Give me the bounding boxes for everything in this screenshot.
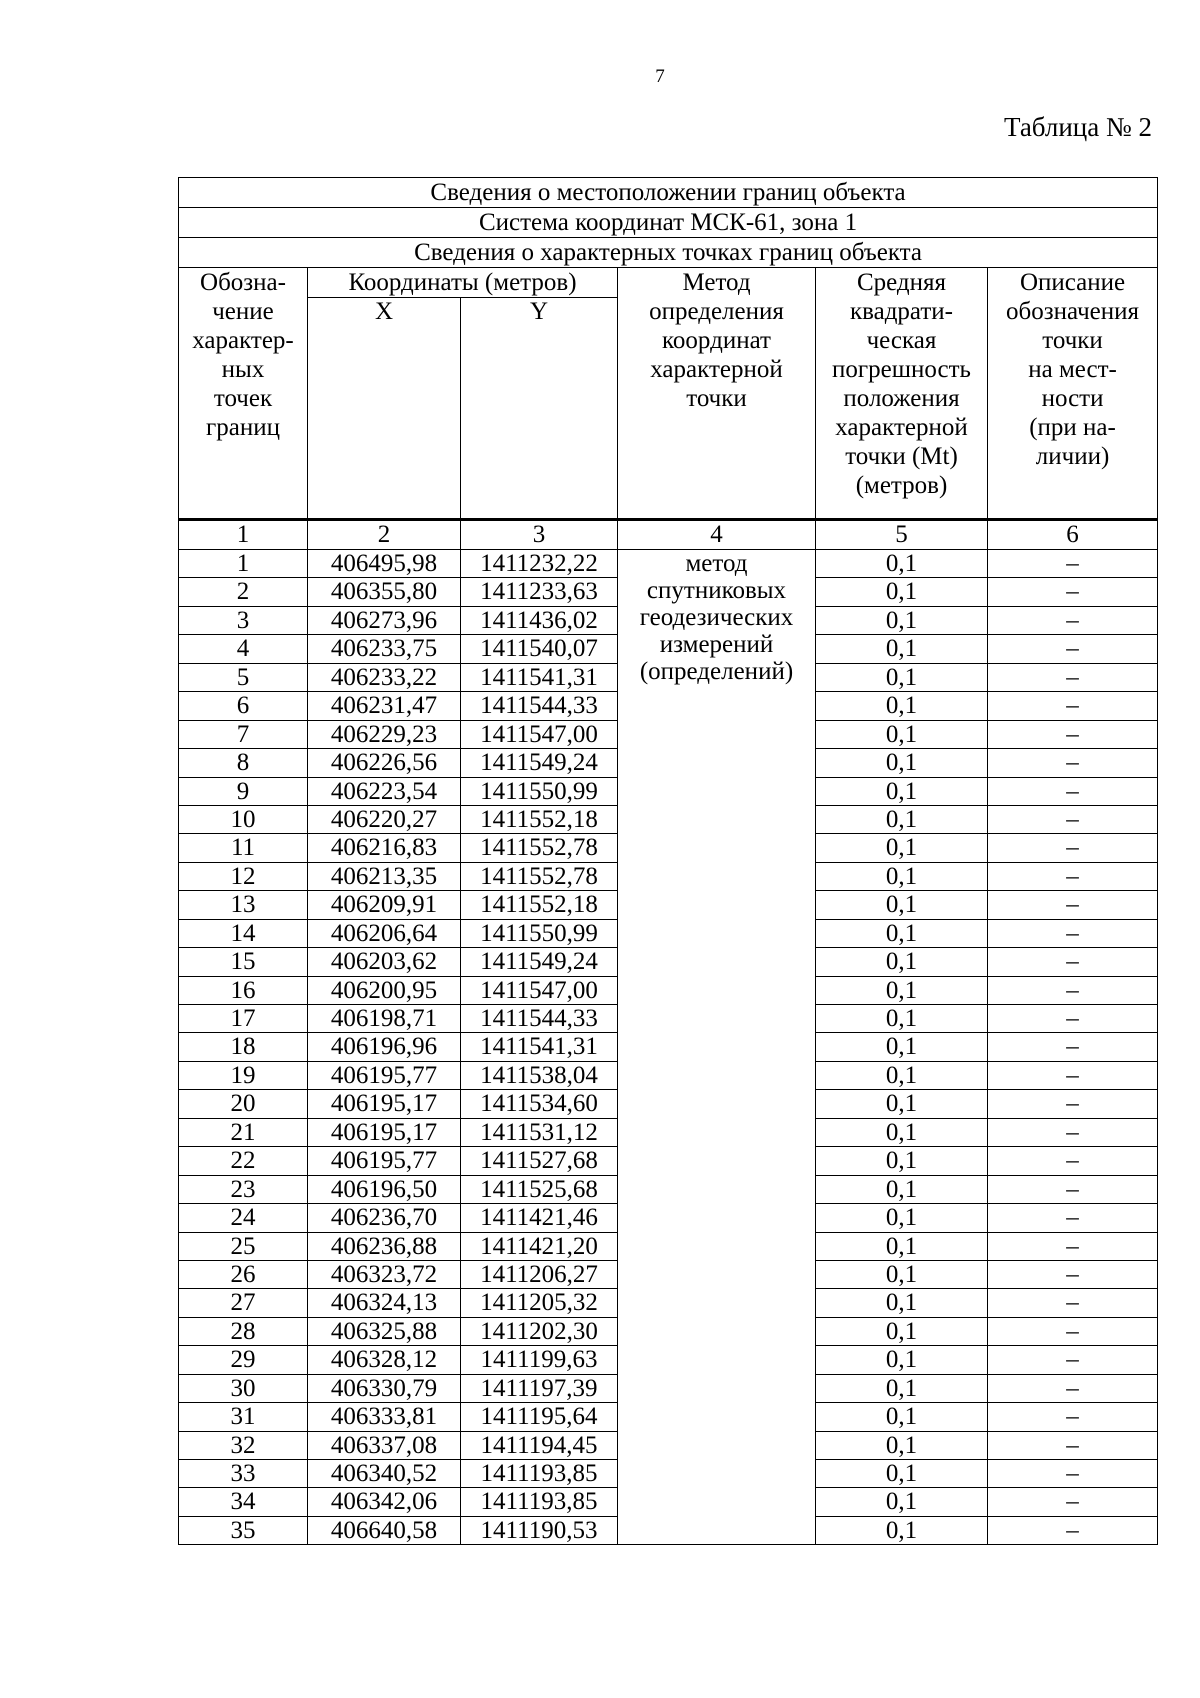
header-line: определения	[649, 298, 784, 325]
header-line: характерной	[650, 356, 783, 383]
coordinate-system: Система координат МСК-61, зона 1	[179, 208, 1158, 238]
coord-y: 1411527,68	[461, 1147, 618, 1175]
coord-y: 1411531,12	[461, 1118, 618, 1146]
point-number: 32	[179, 1431, 308, 1459]
coord-x: 406231,47	[308, 692, 461, 720]
column-index-3: 3	[461, 520, 618, 550]
coord-x: 406337,08	[308, 1431, 461, 1459]
coord-x: 406206,64	[308, 919, 461, 947]
header-line: Обозна-	[200, 269, 286, 296]
point-description: –	[988, 1175, 1158, 1203]
point-number: 28	[179, 1317, 308, 1345]
point-description: –	[988, 1005, 1158, 1033]
point-number: 16	[179, 976, 308, 1004]
point-description: –	[988, 891, 1158, 919]
coord-x: 406236,70	[308, 1204, 461, 1232]
coord-x: 406196,96	[308, 1033, 461, 1061]
point-number: 23	[179, 1175, 308, 1203]
header-line: ческая	[866, 327, 937, 354]
coord-y: 1411550,99	[461, 777, 618, 805]
point-number: 7	[179, 720, 308, 748]
point-number: 3	[179, 606, 308, 634]
point-number: 8	[179, 749, 308, 777]
coord-y: 1411421,20	[461, 1232, 618, 1260]
point-number: 19	[179, 1061, 308, 1089]
point-description: –	[988, 1374, 1158, 1402]
coord-x: 406333,81	[308, 1403, 461, 1431]
mean-error: 0,1	[816, 919, 988, 947]
coord-y: 1411541,31	[461, 663, 618, 691]
point-number: 2	[179, 578, 308, 606]
column-index-6: 6	[988, 520, 1158, 550]
mean-error: 0,1	[816, 1460, 988, 1488]
mean-error: 0,1	[816, 1346, 988, 1374]
coord-x: 406495,98	[308, 550, 461, 578]
point-number: 31	[179, 1403, 308, 1431]
coord-y: 1411436,02	[461, 606, 618, 634]
point-description: –	[988, 919, 1158, 947]
header-line: Описание	[1019, 269, 1126, 296]
coord-y: 1411552,18	[461, 805, 618, 833]
coord-y: 1411552,78	[461, 834, 618, 862]
mean-error: 0,1	[816, 1175, 988, 1203]
point-description: –	[988, 1204, 1158, 1232]
coord-x: 406195,17	[308, 1090, 461, 1118]
point-description: –	[988, 1061, 1158, 1089]
header-method	[618, 268, 816, 520]
header-line: характер-	[192, 327, 294, 354]
header-coordinates: Координаты (метров)	[308, 268, 618, 298]
coord-y: 1411534,60	[461, 1090, 618, 1118]
header-line: ных	[221, 356, 265, 383]
header-line: на мест-	[1028, 356, 1117, 383]
header-line: Средняя	[856, 269, 947, 296]
header-line: границ	[206, 414, 280, 441]
point-number: 11	[179, 834, 308, 862]
point-number: 4	[179, 635, 308, 663]
mean-error: 0,1	[816, 635, 988, 663]
point-description: –	[988, 777, 1158, 805]
coordinates-table	[178, 177, 1158, 1545]
point-description: –	[988, 692, 1158, 720]
point-number: 26	[179, 1260, 308, 1288]
coord-y: 1411232,22	[461, 550, 618, 578]
point-description: –	[988, 550, 1158, 578]
mean-error: 0,1	[816, 1204, 988, 1232]
coord-y: 1411199,63	[461, 1346, 618, 1374]
column-index-1: 1	[179, 520, 308, 550]
header-line: точки	[686, 385, 747, 412]
point-description: –	[988, 834, 1158, 862]
coord-y: 1411541,31	[461, 1033, 618, 1061]
mean-error: 0,1	[816, 720, 988, 748]
coord-y: 1411205,32	[461, 1289, 618, 1317]
point-number: 6	[179, 692, 308, 720]
mean-error: 0,1	[816, 862, 988, 890]
coord-x: 406325,88	[308, 1317, 461, 1345]
point-description: –	[988, 1403, 1158, 1431]
mean-error: 0,1	[816, 1317, 988, 1345]
point-description: –	[988, 720, 1158, 748]
mean-error: 0,1	[816, 976, 988, 1004]
point-description: –	[988, 862, 1158, 890]
coord-x: 406216,83	[308, 834, 461, 862]
header-line: (метров)	[855, 472, 948, 499]
point-number: 15	[179, 948, 308, 976]
point-number: 1	[179, 550, 308, 578]
coord-x: 406223,54	[308, 777, 461, 805]
coord-x: 406200,95	[308, 976, 461, 1004]
point-number: 27	[179, 1289, 308, 1317]
coord-x: 406330,79	[308, 1374, 461, 1402]
mean-error: 0,1	[816, 663, 988, 691]
coord-x: 406220,27	[308, 805, 461, 833]
point-description: –	[988, 635, 1158, 663]
coord-y: 1411421,46	[461, 1204, 618, 1232]
table-title: Сведения о местоположении границ объекта	[179, 178, 1158, 208]
point-description: –	[988, 1516, 1158, 1544]
coord-x: 406195,77	[308, 1061, 461, 1089]
mean-error: 0,1	[816, 805, 988, 833]
coord-x: 406233,22	[308, 663, 461, 691]
mean-error: 0,1	[816, 692, 988, 720]
method-cell	[618, 550, 816, 1545]
point-number: 14	[179, 919, 308, 947]
coord-x: 406226,56	[308, 749, 461, 777]
mean-error: 0,1	[816, 606, 988, 634]
point-number: 35	[179, 1516, 308, 1544]
point-number: 18	[179, 1033, 308, 1061]
mean-error: 0,1	[816, 1289, 988, 1317]
point-description: –	[988, 1289, 1158, 1317]
mean-error: 0,1	[816, 948, 988, 976]
coord-x: 406195,77	[308, 1147, 461, 1175]
table-row	[179, 550, 1158, 578]
coord-y: 1411197,39	[461, 1374, 618, 1402]
method-line: спутниковых	[646, 577, 787, 604]
coord-y: 1411550,99	[461, 919, 618, 947]
header-description	[988, 268, 1158, 520]
point-description: –	[988, 1090, 1158, 1118]
coord-y: 1411193,85	[461, 1460, 618, 1488]
coord-x: 406229,23	[308, 720, 461, 748]
mean-error: 0,1	[816, 1147, 988, 1175]
title-row-3	[179, 238, 1158, 268]
page-number: 7	[655, 66, 665, 87]
header-line: погрешность	[832, 356, 971, 383]
coord-y: 1411190,53	[461, 1516, 618, 1544]
coord-y: 1411547,00	[461, 976, 618, 1004]
point-number: 9	[179, 777, 308, 805]
mean-error: 0,1	[816, 1005, 988, 1033]
point-number: 25	[179, 1232, 308, 1260]
coord-y: 1411538,04	[461, 1061, 618, 1089]
point-number: 34	[179, 1488, 308, 1516]
mean-error: 0,1	[816, 1033, 988, 1061]
point-description: –	[988, 1346, 1158, 1374]
header-line: квадрати-	[849, 298, 953, 325]
point-number: 12	[179, 862, 308, 890]
mean-error: 0,1	[816, 578, 988, 606]
point-number: 30	[179, 1374, 308, 1402]
point-number: 24	[179, 1204, 308, 1232]
method-line: геодезических	[639, 604, 794, 631]
mean-error: 0,1	[816, 1232, 988, 1260]
mean-error: 0,1	[816, 749, 988, 777]
point-description: –	[988, 606, 1158, 634]
coord-y: 1411525,68	[461, 1175, 618, 1203]
point-number: 13	[179, 891, 308, 919]
point-number: 20	[179, 1090, 308, 1118]
title-row-2	[179, 208, 1158, 238]
point-description: –	[988, 976, 1158, 1004]
coord-x: 406328,12	[308, 1346, 461, 1374]
point-number: 17	[179, 1005, 308, 1033]
coord-x: 406342,06	[308, 1488, 461, 1516]
header-x: X	[308, 298, 461, 520]
point-description: –	[988, 1460, 1158, 1488]
point-description: –	[988, 1147, 1158, 1175]
mean-error: 0,1	[816, 834, 988, 862]
header-line: точки (Mt)	[845, 443, 958, 470]
header-line: точек	[213, 385, 273, 412]
mean-error: 0,1	[816, 777, 988, 805]
coord-x: 406640,58	[308, 1516, 461, 1544]
point-description: –	[988, 749, 1158, 777]
mean-error: 0,1	[816, 1488, 988, 1516]
header-line: (при на-	[1029, 414, 1116, 441]
method-line: измерений	[659, 631, 774, 658]
coord-y: 1411544,33	[461, 692, 618, 720]
header-line: координат	[662, 327, 771, 354]
point-number: 21	[179, 1118, 308, 1146]
coord-y: 1411552,78	[461, 862, 618, 890]
mean-error: 0,1	[816, 1090, 988, 1118]
mean-error: 0,1	[816, 1118, 988, 1146]
coord-y: 1411540,07	[461, 635, 618, 663]
header-mean-error	[816, 268, 988, 520]
header-row-1	[179, 268, 1158, 298]
coord-y: 1411193,85	[461, 1488, 618, 1516]
mean-error: 0,1	[816, 1431, 988, 1459]
coord-x: 406340,52	[308, 1460, 461, 1488]
point-description: –	[988, 805, 1158, 833]
coord-y: 1411194,45	[461, 1431, 618, 1459]
coord-y: 1411547,00	[461, 720, 618, 748]
coord-y: 1411544,33	[461, 1005, 618, 1033]
column-index-4: 4	[618, 520, 816, 550]
coord-y: 1411195,64	[461, 1403, 618, 1431]
header-line: чение	[212, 298, 274, 325]
mean-error: 0,1	[816, 891, 988, 919]
header-line: личии)	[1035, 443, 1110, 470]
mean-error: 0,1	[816, 1260, 988, 1288]
point-number: 33	[179, 1460, 308, 1488]
header-line: положения	[843, 385, 960, 412]
column-index-2: 2	[308, 520, 461, 550]
point-description: –	[988, 1317, 1158, 1345]
title-row-1	[179, 178, 1158, 208]
coord-x: 406198,71	[308, 1005, 461, 1033]
mean-error: 0,1	[816, 550, 988, 578]
coord-x: 406233,75	[308, 635, 461, 663]
header-y: Y	[461, 298, 618, 520]
table-subtitle: Сведения о характерных точках границ объекта	[179, 238, 1158, 268]
method-line: (определений)	[639, 658, 794, 685]
coord-x: 406355,80	[308, 578, 461, 606]
coord-y: 1411552,18	[461, 891, 618, 919]
coord-x: 406203,62	[308, 948, 461, 976]
coord-y: 1411549,24	[461, 948, 618, 976]
point-description: –	[988, 1033, 1158, 1061]
coord-y: 1411202,30	[461, 1317, 618, 1345]
point-description: –	[988, 1118, 1158, 1146]
point-description: –	[988, 663, 1158, 691]
header-line: Метод	[682, 269, 751, 296]
mean-error: 0,1	[816, 1403, 988, 1431]
point-description: –	[988, 1260, 1158, 1288]
coord-x: 406273,96	[308, 606, 461, 634]
point-description: –	[988, 948, 1158, 976]
mean-error: 0,1	[816, 1061, 988, 1089]
coord-x: 406236,88	[308, 1232, 461, 1260]
method-line: метод	[685, 550, 748, 577]
mean-error: 0,1	[816, 1374, 988, 1402]
point-description: –	[988, 1232, 1158, 1260]
table-label: Таблица № 2	[1004, 112, 1152, 142]
header-point-designation	[179, 268, 308, 520]
point-number: 5	[179, 663, 308, 691]
coord-y: 1411549,24	[461, 749, 618, 777]
coord-x: 406213,35	[308, 862, 461, 890]
coord-x: 406209,91	[308, 891, 461, 919]
coord-y: 1411233,63	[461, 578, 618, 606]
header-line: ности	[1041, 385, 1104, 412]
point-description: –	[988, 1488, 1158, 1516]
column-index-row	[179, 520, 1158, 550]
point-number: 22	[179, 1147, 308, 1175]
header-line: характерной	[835, 414, 968, 441]
header-line: обозначения	[1006, 298, 1140, 325]
point-description: –	[988, 1431, 1158, 1459]
coord-x: 406196,50	[308, 1175, 461, 1203]
mean-error: 0,1	[816, 1516, 988, 1544]
coord-x: 406195,17	[308, 1118, 461, 1146]
point-description: –	[988, 578, 1158, 606]
coord-x: 406324,13	[308, 1289, 461, 1317]
header-line: точки	[1042, 327, 1103, 354]
point-number: 10	[179, 805, 308, 833]
point-number: 29	[179, 1346, 308, 1374]
coord-y: 1411206,27	[461, 1260, 618, 1288]
column-index-5: 5	[816, 520, 988, 550]
coord-x: 406323,72	[308, 1260, 461, 1288]
